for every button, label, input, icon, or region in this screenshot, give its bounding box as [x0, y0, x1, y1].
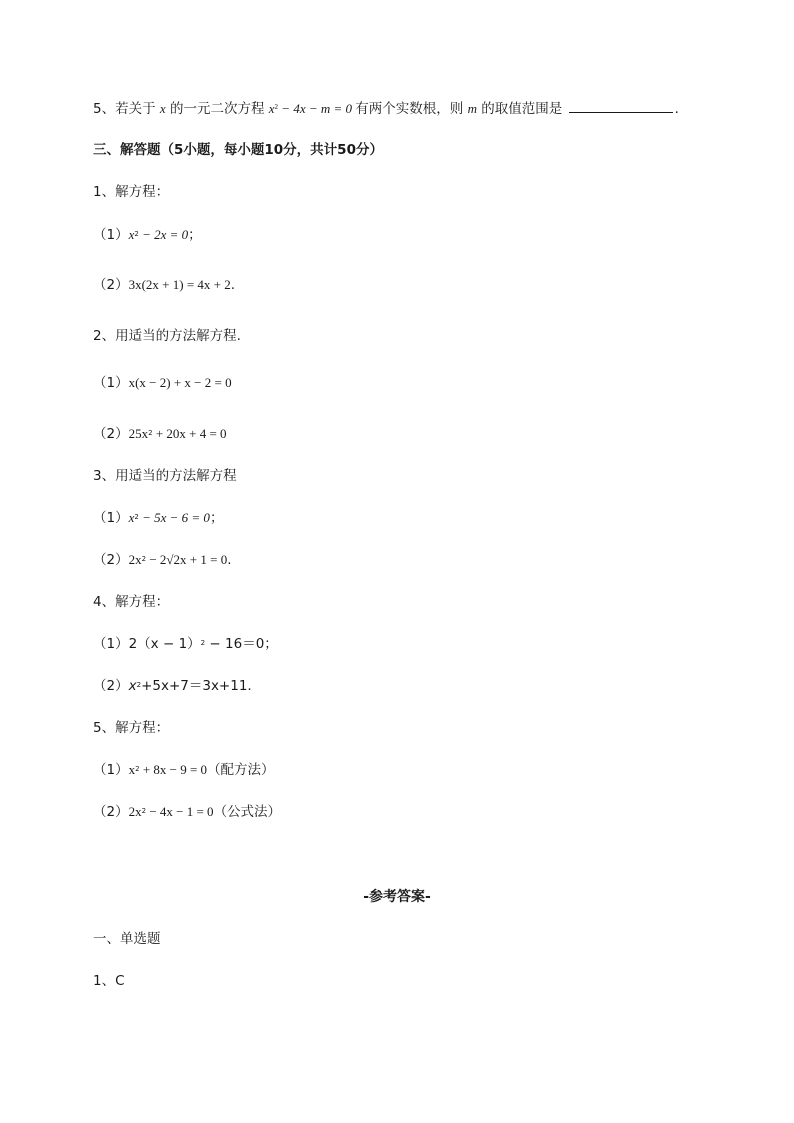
q5-mid: 的一元二次方程 [169, 101, 265, 117]
problem-1-item-1: $(1)x^2 - 2x = 0$； [93, 227, 202, 243]
problem-2-item-1: （1）x(x − 2) + x − 2 = 0 [93, 375, 232, 391]
problem-4-title: 4、解方程： [93, 594, 170, 610]
answer-1: 1、C [93, 973, 125, 989]
problem-1-item-2: （2）3x(2x + 1) = 4x + 2. [93, 277, 236, 293]
answers-title: -参考答案- [363, 889, 431, 905]
q5-var-x: x [159, 101, 166, 116]
problem-4-item-1: $(1)2(x - 1)^2 - 16=0$； [93, 636, 278, 652]
problem-2-title: 2、用适当的方法解方程. [93, 328, 241, 344]
q5-suffix: 有两个实数根，则 [355, 101, 464, 117]
problem-3-title: 3、用适当的方法解方程 [93, 468, 237, 484]
answer-blank[interactable] [569, 98, 673, 113]
section-3-title: 三、解答题（5小题，每小题10分，共计50分） [93, 142, 383, 158]
problem-5-item-1: $(1)x^2 + 8x - 9 = 0$（配方法） [93, 762, 275, 778]
q5-equation: $x^2 - 4x - m = 0$ [268, 101, 353, 116]
answers-section-1: 一、单选题 [93, 931, 161, 947]
problem-1-title: 1、解方程： [93, 184, 170, 200]
question-5: 5、若关于 x 的一元二次方程 $x^2 - 4x - m = 0$ 有两个实数根，则 m 的取值范围是 . [93, 98, 679, 119]
problem-2-item-2: $(2)25x^2 + 20x + 4 = 0$ [93, 426, 227, 442]
q5-tail: 的取值范围是 [481, 101, 563, 117]
q5-prefix: 5、若关于 [93, 101, 156, 117]
problem-4-item-2: $(2)x^2+5x+7=3x+11$. [93, 678, 252, 694]
problem-5-item-2: $(2)2x^2 - 4x - 1 = 0$（公式法） [93, 804, 282, 820]
q5-var-m: m [467, 101, 477, 116]
problem-5-title: 5、解方程： [93, 720, 170, 736]
problem-3-item-2: $(2)2x^2 - 2√2x + 1 = 0$. [93, 552, 232, 568]
problem-3-item-1: $(1)x^2 - 5x - 6 = 0$； [93, 510, 224, 526]
